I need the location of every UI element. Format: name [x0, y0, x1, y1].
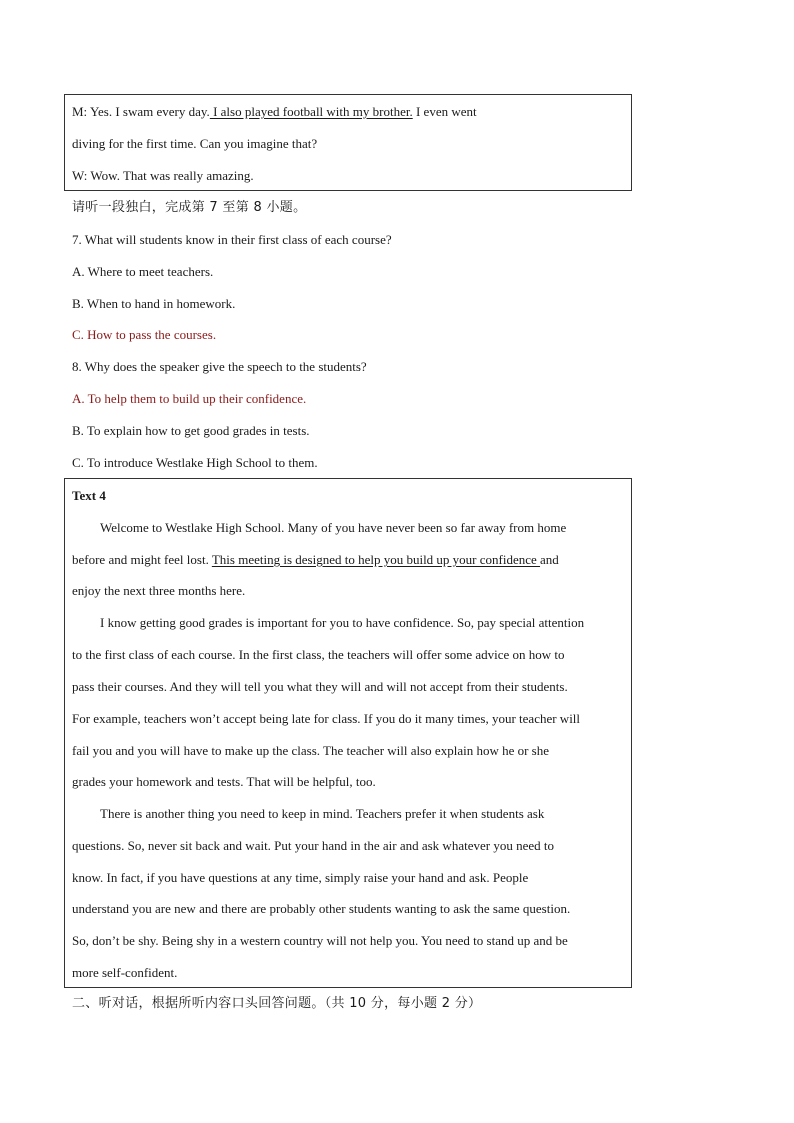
dialogue-line-1-start: M: Yes. I swam every day. [72, 104, 210, 119]
text4-p1-line1: Welcome to Westlake High School. Many of you have never been so far away from home [100, 520, 567, 535]
text4-p3-line6: more self-confident. [72, 965, 178, 980]
text4-p3-line3: know. In fact, if you have questions at any time, simply raise your hand and ask. People [72, 870, 529, 885]
dialogue-line-1-end: I even went [412, 104, 477, 119]
q7-option-a: A. Where to meet teachers. [72, 264, 214, 279]
q7-option-c-answer: C. How to pass the courses. [72, 327, 217, 342]
text4-p2-line1: I know getting good grades is important for you to have confidence. So, pay special attention [100, 615, 585, 630]
text4-p2-line2: to the first class of each course. In the first class, the teachers will offer some advice on how to [72, 647, 565, 662]
q7-question: 7. What will students know in their first class of each course? [72, 232, 392, 247]
dialogue-box [64, 94, 632, 191]
text4-p2-line6: grades your homework and tests. That will be helpful, too. [72, 774, 376, 789]
instruction-q7-q8: 请听一段独白，完成第 7 至第 8 小题。 [72, 200, 307, 215]
q7-option-b: B. When to hand in homework. [72, 296, 236, 311]
dialogue-line-3: W: Wow. That was really amazing. [72, 168, 254, 183]
q8-option-a-answer: A. To help them to build up their confidence. [72, 391, 307, 406]
text4-p2-line3: pass their courses. And they will tell you what they will and will not accept from their students. [72, 679, 568, 694]
text4-title: Text 4 [72, 488, 106, 503]
q8-option-c: C. To introduce Westlake High School to them. [72, 455, 318, 470]
q8-option-b: B. To explain how to get good grades in tests. [72, 423, 310, 438]
text4-p3-line2: questions. So, never sit back and wait. Put your hand in the air and ask whatever you need to [72, 838, 554, 853]
text4-p3-line1: There is another thing you need to keep in mind. Teachers prefer it when students ask [100, 806, 545, 821]
text4-p1-line2 [72, 552, 559, 568]
dialogue-underlined-sentence: I also played football with my brother. [209, 104, 413, 119]
dialogue-line-1 [72, 104, 477, 120]
text4-p3-line4: understand you are new and there are probably other students wanting to ask the same question. [72, 901, 571, 916]
text4-p1-line3: enjoy the next three months here. [72, 583, 246, 598]
text4-p1-line2-end: and [540, 552, 559, 567]
q8-question: 8. Why does the speaker give the speech to the students? [72, 359, 367, 374]
section-2-heading: 二、听对话，根据所听内容口头回答问题。（共 10 分，每小题 2 分） [72, 996, 482, 1011]
dialogue-line-2: diving for the first time. Can you imagine that? [72, 136, 318, 151]
text4-p2-line4: For example, teachers won’t accept being late for class. If you do it many times, your teacher will [72, 711, 581, 726]
text4-p2-line5: fail you and you will have to make up the class. The teacher will also explain how he or she [72, 743, 550, 758]
text4-p1-line2-start: before and might feel lost. [72, 552, 212, 567]
text4-box [64, 478, 632, 988]
text4-underlined-sentence: This meeting is designed to help you build up your confidence [211, 552, 541, 567]
text4-p3-line5: So, don’t be shy. Being shy in a western country will not help you. You need to stand up and be [72, 933, 568, 948]
